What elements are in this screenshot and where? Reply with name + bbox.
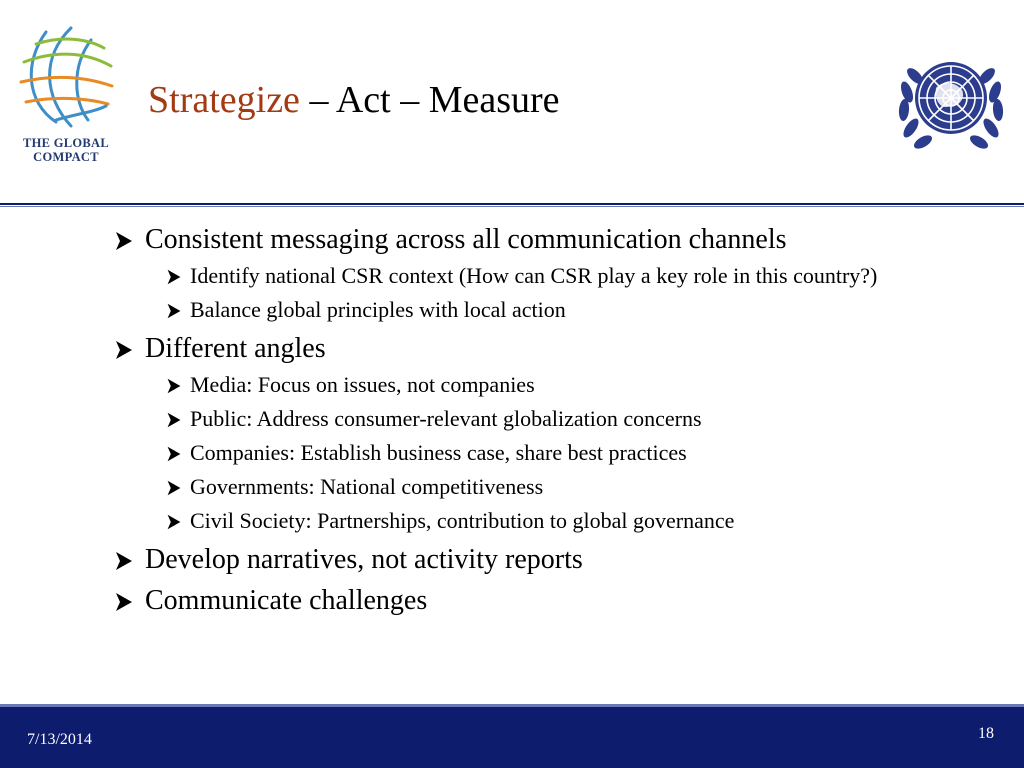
sub-bullet-2-2 — [166, 406, 994, 432]
slide-date: 7/13/2014 — [27, 731, 92, 748]
sub-bullet-2-5 — [166, 508, 994, 534]
header-rule — [0, 203, 1024, 205]
globe-icon — [16, 22, 116, 132]
title-accent: Strategize — [148, 79, 300, 121]
header-rule-thin — [0, 206, 1024, 207]
global-compact-logo — [12, 22, 120, 172]
logo-text-line1: THE GLOBAL — [22, 136, 109, 150]
sub-bullet-text: Companies: Establish business case, share best practices — [190, 440, 687, 465]
sub-bullet-1-2 — [166, 297, 994, 323]
sub-bullet-1-1 — [166, 263, 994, 289]
slide-title — [148, 74, 560, 126]
arrow-bullet-icon — [166, 446, 182, 462]
arrow-bullet-icon — [166, 378, 182, 394]
sub-bullet-2-1 — [166, 372, 994, 398]
arrow-bullet-icon — [114, 592, 134, 612]
arrow-bullet-icon — [114, 231, 134, 251]
sub-bullet-2-3 — [166, 440, 994, 466]
arrow-bullet-icon — [114, 551, 134, 571]
bullet-text: Consistent messaging across all communication channels — [145, 224, 787, 255]
slide-body — [114, 222, 994, 624]
arrow-bullet-icon — [166, 480, 182, 496]
bullet-text: Different angles — [145, 333, 326, 364]
sub-bullet-text: Public: Address consumer-relevant globalization concerns — [190, 406, 702, 431]
arrow-bullet-icon — [166, 514, 182, 530]
slide-footer — [0, 704, 1024, 768]
sub-bullet-2-4 — [166, 474, 994, 500]
arrow-bullet-icon — [166, 412, 182, 428]
bullet-1 — [114, 222, 994, 258]
slide-number: 18 — [978, 725, 994, 742]
sub-bullet-text: Civil Society: Partnerships, contribution to global governance — [190, 508, 735, 533]
bullet-2 — [114, 331, 994, 367]
title-rest: – Act – Measure — [299, 79, 560, 121]
bullet-text: Develop narratives, not activity reports — [145, 544, 583, 575]
bullet-3 — [114, 542, 994, 578]
arrow-bullet-icon — [166, 269, 182, 285]
sub-bullet-text: Governments: National competitiveness — [190, 474, 544, 499]
arrow-bullet-icon — [166, 303, 182, 319]
bullet-4 — [114, 583, 994, 619]
sub-bullet-text: Identify national CSR context (How can CSR play a key role in this country?) — [190, 263, 878, 288]
logo-text-line2: COMPACT — [33, 150, 99, 164]
un-emblem — [896, 50, 1006, 154]
arrow-bullet-icon — [114, 340, 134, 360]
sub-bullet-text: Balance global principles with local action — [190, 297, 566, 322]
bullet-text: Communicate challenges — [145, 585, 428, 616]
un-globe-icon — [896, 50, 1006, 154]
sub-bullet-text: Media: Focus on issues, not companies — [190, 372, 535, 397]
